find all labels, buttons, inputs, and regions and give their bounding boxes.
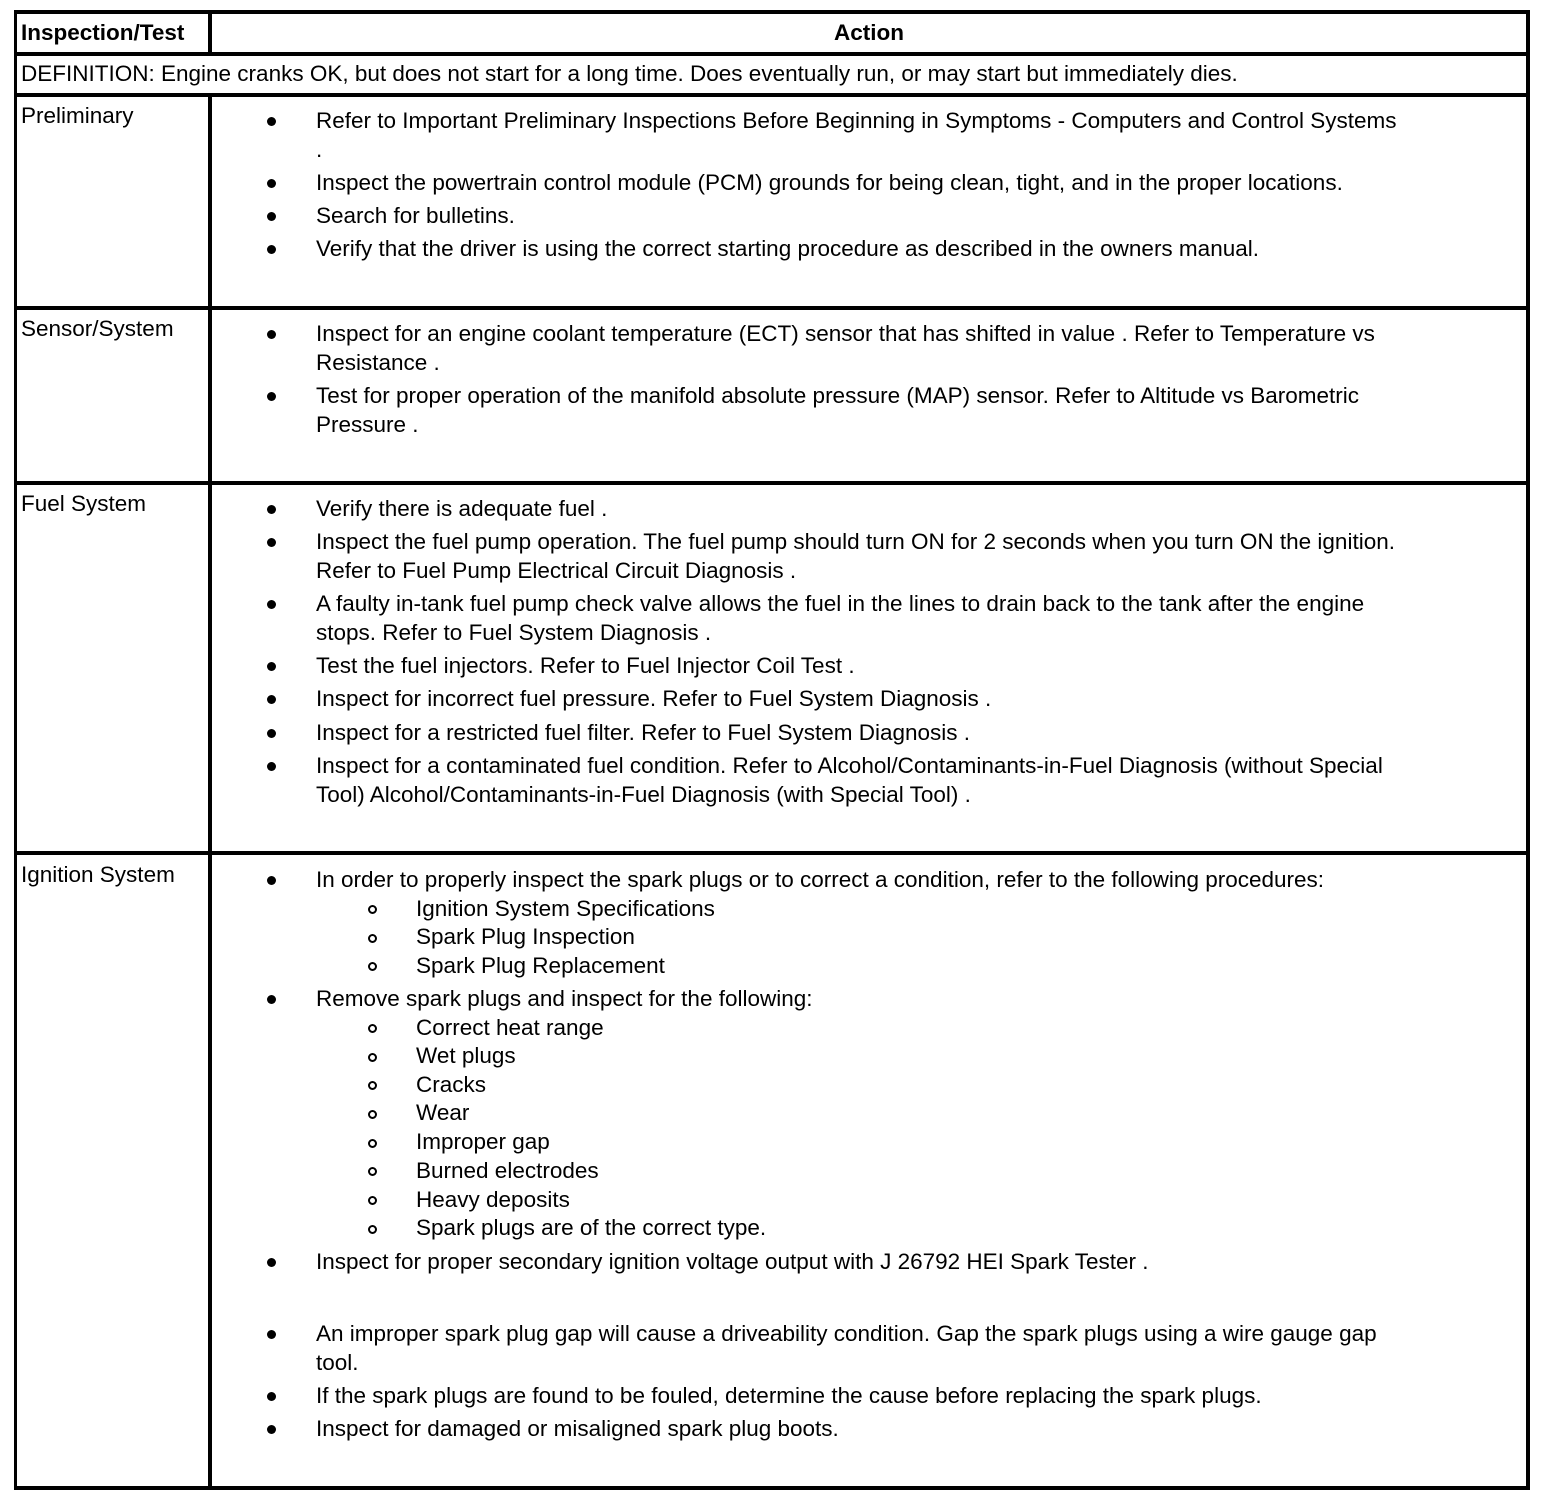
- circle-bullet-icon: [368, 1081, 377, 1090]
- sub-list-item: Wet plugs: [416, 1043, 516, 1068]
- sub-list-item: Cracks: [416, 1072, 487, 1097]
- circle-bullet-icon: [368, 1167, 377, 1176]
- header-inspection-test: Inspection/Test: [21, 20, 185, 45]
- bullet-icon: [267, 695, 276, 704]
- list-item: Inspect for a restricted fuel filter. Refer to Fuel System Diagnosis .: [316, 720, 971, 745]
- bullet-icon: [267, 212, 276, 221]
- list-item-continued: Pressure .: [316, 412, 419, 437]
- list-item-continued: tool.: [316, 1350, 359, 1375]
- definition-text: DEFINITION: Engine cranks OK, but does not start for a long time. Does eventually run, or may start but immediately dies.: [21, 61, 1238, 86]
- row-label-fuel-system: Fuel System: [21, 491, 147, 516]
- list-item: Search for bulletins.: [316, 203, 515, 228]
- list-item: Inspect for damaged or misaligned spark plug boots.: [316, 1416, 839, 1441]
- sub-list-item: Correct heat range: [416, 1015, 604, 1040]
- list-item-continued: Resistance .: [316, 350, 440, 375]
- bullet-icon: [267, 245, 276, 254]
- sub-list-item: Burned electrodes: [416, 1158, 599, 1183]
- circle-bullet-icon: [368, 1110, 377, 1119]
- list-item: A faulty in-tank fuel pump check valve allows the fuel in the lines to drain back to the tank after the engine: [316, 591, 1365, 616]
- sub-list-item: Spark Plug Inspection: [416, 924, 635, 949]
- list-item-continued: stops. Refer to Fuel System Diagnosis .: [316, 620, 712, 645]
- list-item: Inspect the powertrain control module (PCM) grounds for being clean, tight, and in the proper locations.: [316, 170, 1343, 195]
- list-item-continued: Tool) Alcohol/Contaminants-in-Fuel Diagnosis (with Special Tool) .: [316, 782, 971, 807]
- list-item: Test for proper operation of the manifold absolute pressure (MAP) sensor. Refer to Altitude vs Barometric: [316, 383, 1359, 408]
- circle-bullet-icon: [368, 962, 377, 971]
- row-rule-1: [14, 306, 1530, 310]
- list-item: Inspect for an engine coolant temperature (ECT) sensor that has shifted in value . Refer to Temperature vs: [316, 321, 1375, 346]
- circle-bullet-icon: [368, 1024, 377, 1033]
- bullet-icon: [267, 762, 276, 771]
- bullet-icon: [267, 538, 276, 547]
- list-item: Refer to Important Preliminary Inspections Before Beginning in Symptoms - Computers and Control Systems: [316, 108, 1397, 133]
- row-rule-3: [14, 851, 1530, 855]
- bullet-icon: [267, 392, 276, 401]
- bullet-icon: [267, 505, 276, 514]
- sub-list-item: Spark Plug Replacement: [416, 953, 665, 978]
- bullet-icon: [267, 600, 276, 609]
- circle-bullet-icon: [368, 1196, 377, 1205]
- list-item: Verify there is adequate fuel .: [316, 496, 608, 521]
- bullet-icon: [267, 1392, 276, 1401]
- header-rule: [14, 52, 1530, 56]
- bullet-icon: [267, 330, 276, 339]
- list-item: If the spark plugs are found to be fouled, determine the cause before replacing the spark plugs.: [316, 1383, 1262, 1408]
- list-item: Inspect the fuel pump operation. The fuel pump should turn ON for 2 seconds when you turn ON the ignition.: [316, 529, 1395, 554]
- row-label-preliminary: Preliminary: [21, 103, 134, 128]
- list-item-continued: .: [316, 137, 323, 162]
- sub-list-item: Improper gap: [416, 1129, 550, 1154]
- list-item: Verify that the driver is using the correct starting procedure as described in the owners manual.: [316, 236, 1259, 261]
- bullet-icon: [267, 876, 276, 885]
- bullet-icon: [267, 662, 276, 671]
- row-label-ignition-system: Ignition System: [21, 862, 175, 887]
- circle-bullet-icon: [368, 934, 377, 943]
- sub-list-item: Wear: [416, 1100, 470, 1125]
- list-item: Test the fuel injectors. Refer to Fuel Injector Coil Test .: [316, 653, 855, 678]
- sub-list-item: Ignition System Specifications: [416, 896, 715, 921]
- circle-bullet-icon: [368, 1139, 377, 1148]
- list-item: Inspect for proper secondary ignition voltage output with J 26792 HEI Spark Tester .: [316, 1249, 1149, 1274]
- row-rule-2: [14, 481, 1530, 485]
- bullet-icon: [267, 995, 276, 1004]
- circle-bullet-icon: [368, 1053, 377, 1062]
- bullet-icon: [267, 1425, 276, 1434]
- list-item: An improper spark plug gap will cause a driveability condition. Gap the spark plugs using a wire gauge gap: [316, 1321, 1377, 1346]
- table-border-right: [1526, 10, 1530, 1490]
- list-item: Inspect for a contaminated fuel condition. Refer to Alcohol/Contaminants-in-Fuel Diagnosis (without Special: [316, 753, 1383, 778]
- column-rule-body: [208, 93, 212, 1490]
- sub-list-item: Spark plugs are of the correct type.: [416, 1215, 767, 1240]
- bullet-icon: [267, 729, 276, 738]
- table-border-bottom: [14, 1486, 1530, 1490]
- list-item: In order to properly inspect the spark plugs or to correct a condition, refer to the following procedures:: [316, 867, 1325, 892]
- list-item: Inspect for incorrect fuel pressure. Refer to Fuel System Diagnosis .: [316, 686, 992, 711]
- bullet-icon: [267, 1258, 276, 1267]
- circle-bullet-icon: [368, 1225, 377, 1234]
- list-item: Remove spark plugs and inspect for the following:: [316, 986, 813, 1011]
- definition-rule: [14, 93, 1530, 97]
- circle-bullet-icon: [368, 905, 377, 914]
- sub-list-item: Heavy deposits: [416, 1187, 570, 1212]
- header-action: Action: [834, 20, 904, 45]
- bullet-icon: [267, 117, 276, 126]
- bullet-icon: [267, 1330, 276, 1339]
- bullet-icon: [267, 179, 276, 188]
- table-border-top: [14, 10, 1530, 14]
- row-label-sensor-system: Sensor/System: [21, 316, 174, 341]
- table-border-left: [14, 10, 17, 1490]
- list-item-continued: Refer to Fuel Pump Electrical Circuit Diagnosis .: [316, 558, 797, 583]
